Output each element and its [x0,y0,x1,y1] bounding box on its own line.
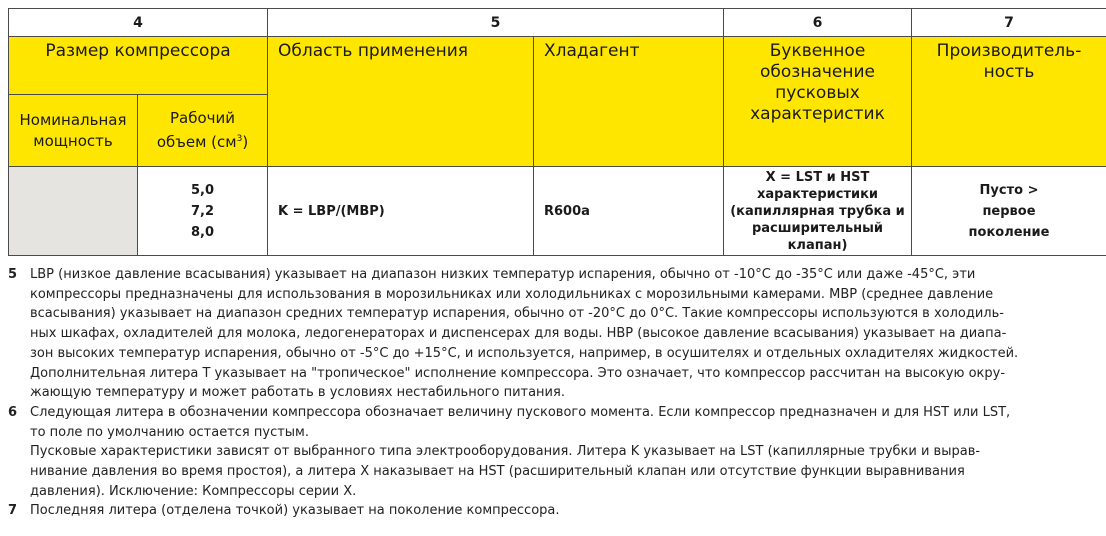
footnote-text [30,403,1100,502]
header-nominal-power-line: Номинальная [19,110,127,129]
capacity-line: первое [982,203,1036,219]
footnote-text [30,501,1100,521]
footnote-line: компрессоры предназначены для использования в морозильниках или холодильниках с морозильными камерами. MBP (среднее давление [30,286,994,302]
footnote-number: 5 [8,267,18,282]
header-displacement-text: объем (см [156,133,237,151]
footnotes [8,265,1100,521]
starting-line: клапан) [787,237,848,253]
header-starting-line: Буквенное [769,41,866,61]
footnote-line: нивание давления во время простоя), а литера X наказывает на HST (расширительный клапан или отсутствие функции выравнивания [30,464,965,480]
displacement-value: 8,0 [190,224,215,240]
capacity-line: Пусто > [979,182,1039,198]
header-displacement-line: Рабочий [169,109,236,127]
header-displacement-line [138,129,267,153]
footnote-line: то поле по умолчанию остается пустым. [30,424,309,440]
header-displacement-close: ) [242,133,249,151]
header-capacity [912,37,1106,167]
footnote-number: 7 [8,503,18,519]
cell-application: K = LBP/(MBP) [268,167,534,256]
cell-displacement [138,167,268,256]
header-starting-characteristics [724,37,912,167]
footnote-paragraph [30,442,1100,501]
footnote-paragraph [30,501,1100,521]
footnote-line: зон высоких температур испарения, обычно от -5°C до +15°C, и используется, например, в осушителях и отдельных охладителях жидкостей. [30,345,1019,361]
table-row [9,167,1106,256]
footnote-paragraph [30,403,1100,442]
header-nominal-power-line: мощность [33,131,113,150]
cell-nominal-power [9,167,138,256]
starting-line: расширительный [751,220,884,236]
footnote-line: Дополнительная литера T указывает на "тропическое" исполнение компрессора. Это означает, что компрессор рассчитан на высокую окру- [30,365,1006,381]
column-number-6: 6 [724,9,912,37]
displacement-value: 7,2 [190,203,215,219]
column-number-4: 4 [9,9,268,37]
footnote-line: ных шкафах, охладителей для молока, ледогенераторах и диспенсерах для воды. HBP (высокое давление всасывания) указывает на диапа- [30,326,1007,342]
header-refrigerant: Хладагент [534,37,724,167]
header-displacement [138,95,268,167]
footnote-line: жающую температуру и может работать в условиях нестабильного питания. [30,385,565,401]
cell-capacity [912,167,1106,256]
column-number-7: 7 [912,9,1106,37]
header-nominal-power [9,95,138,167]
footnote-line: давления). Исключение: Компрессоры серии Х. [30,483,357,499]
header-capacity-line: ность [983,62,1035,82]
cell-starting [724,167,912,256]
column-number-5: 5 [268,9,724,37]
footnote-number: 6 [8,404,18,420]
footnote-text [30,265,1100,403]
header-displacement-sup: 3 [236,134,243,144]
footnote-line: Следующая литера в обозначении компрессора обозначает величину пускового момента. Если компрессор предназначен и для HST или LST, [30,404,1011,420]
header-starting-line: обозначение [760,62,875,82]
footnote-line: всасывания) указывает на диапазон средних температур испарения, обычно от -20°C до 0°C. Такие компрессоры используются в холодиль- [30,306,1004,322]
header-starting-line: характеристик [750,104,885,124]
footnote-line: Пусковые характеристики зависят от выбранного типа электрооборудования. Литера K указывает на LST (капиллярные трубки и вырав- [30,444,981,460]
header-capacity-line: Производитель- [936,41,1082,61]
footnote [8,403,1100,502]
footnote [8,265,1100,403]
starting-line: характеристики [756,186,879,202]
capacity-line: поколение [968,224,1050,240]
footnote-line: LBP (низкое давление всасывания) указывает на диапазон низких температур испарения, обычно от -10°C до -35°C или даже -45°C, эти [30,267,976,282]
header-row [9,37,1106,95]
cell-refrigerant: R600a [534,167,724,256]
displacement-value: 5,0 [190,182,215,198]
header-starting-line: пусковых [775,83,860,103]
starting-line: (капиллярная трубка и [730,203,905,219]
footnote [8,501,1100,521]
compressor-designation-table [8,8,1106,256]
header-compressor-size: Размер компрессора [9,37,268,95]
footnote-line: Последняя литера (отделена точкой) указывает на поколение компрессора. [30,503,560,519]
footnote-paragraph [30,265,1100,403]
column-number-row [9,9,1106,37]
starting-line: X = LST и HST [765,169,870,185]
header-application-area: Область применения [268,37,534,167]
